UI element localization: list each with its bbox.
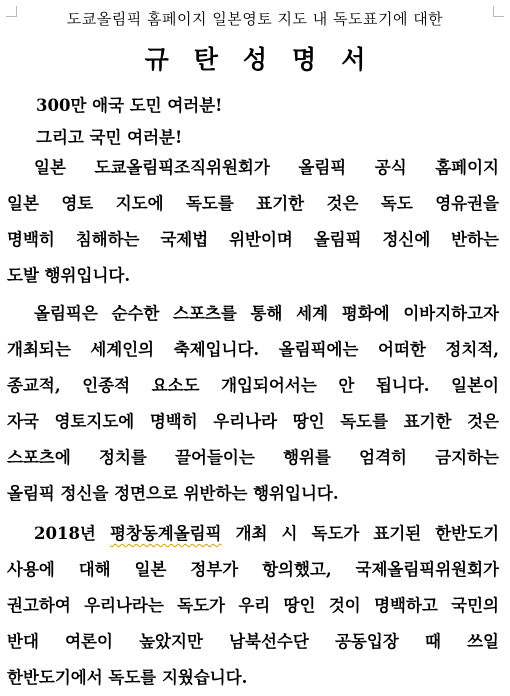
paragraph-line: 자국 영토지도에 명백히 우리나라 땅인 독도를 표기한 것은: [7, 412, 499, 431]
paragraph-line: 스포츠에 정치를 끌어들이는 행위를 엄격히 금지하는: [7, 448, 499, 467]
spellcheck-marked-text: 평창동계올림픽: [109, 524, 222, 543]
greeting-line: 300만 애국 도민 여러분!: [36, 96, 223, 115]
paragraph-line: 일본 도쿄올림픽조직위원회가 올림픽 공식 홈페이지: [34, 158, 499, 177]
year-text: 2018년: [34, 524, 96, 543]
paragraph: [7, 150, 499, 294]
greeting-line: 그리고 국민 여러분!: [36, 128, 183, 147]
paragraph: [7, 296, 499, 512]
paragraph-line: 한반도기에서 독도를 지웠습니다.: [7, 668, 248, 687]
paragraph-line: 종교적, 인종적 요소도 개입되어서는 안 됩니다. 일본이: [7, 376, 499, 395]
paragraph-line: 반대 여론이 높았지만 남북선수단 공동입장 때 쓰일: [7, 632, 499, 651]
line-text: 개최 시 독도가 표기된 한반도기: [235, 524, 500, 543]
paragraph-line: 사용에 대해 일본 정부가 항의했고, 국제올림픽위원회가: [7, 560, 499, 579]
paragraph-line: 올림픽 정신을 정면으로 위반하는 행위입니다.: [7, 484, 339, 503]
paragraph-line: 개최되는 세계인의 축제입니다. 올림픽에는 어떠한 정치적,: [7, 340, 499, 359]
paragraph-line: 도발 행위입니다.: [7, 266, 131, 285]
paragraph: [7, 516, 499, 696]
paragraph-line: 권고하여 우리나라는 독도가 우리 땅인 것이 명백하고 국민의: [7, 596, 499, 615]
document-title: 규탄성명서: [144, 45, 391, 74]
paragraph-line: [7, 516, 499, 552]
document-subtitle: 도쿄올림픽 홈페이지 일본영토 지도 내 독도표기에 대한: [66, 10, 444, 28]
paragraph-line: 일본 영토 지도에 독도를 표기한 것은 독도 영유권을: [7, 194, 499, 213]
paragraph-line: 올림픽은 순수한 스포츠를 통해 세계 평화에 이바지하고자: [34, 304, 499, 323]
paragraph-line: 명백히 침해하는 국제법 위반이며 올림픽 정신에 반하는: [7, 230, 499, 249]
